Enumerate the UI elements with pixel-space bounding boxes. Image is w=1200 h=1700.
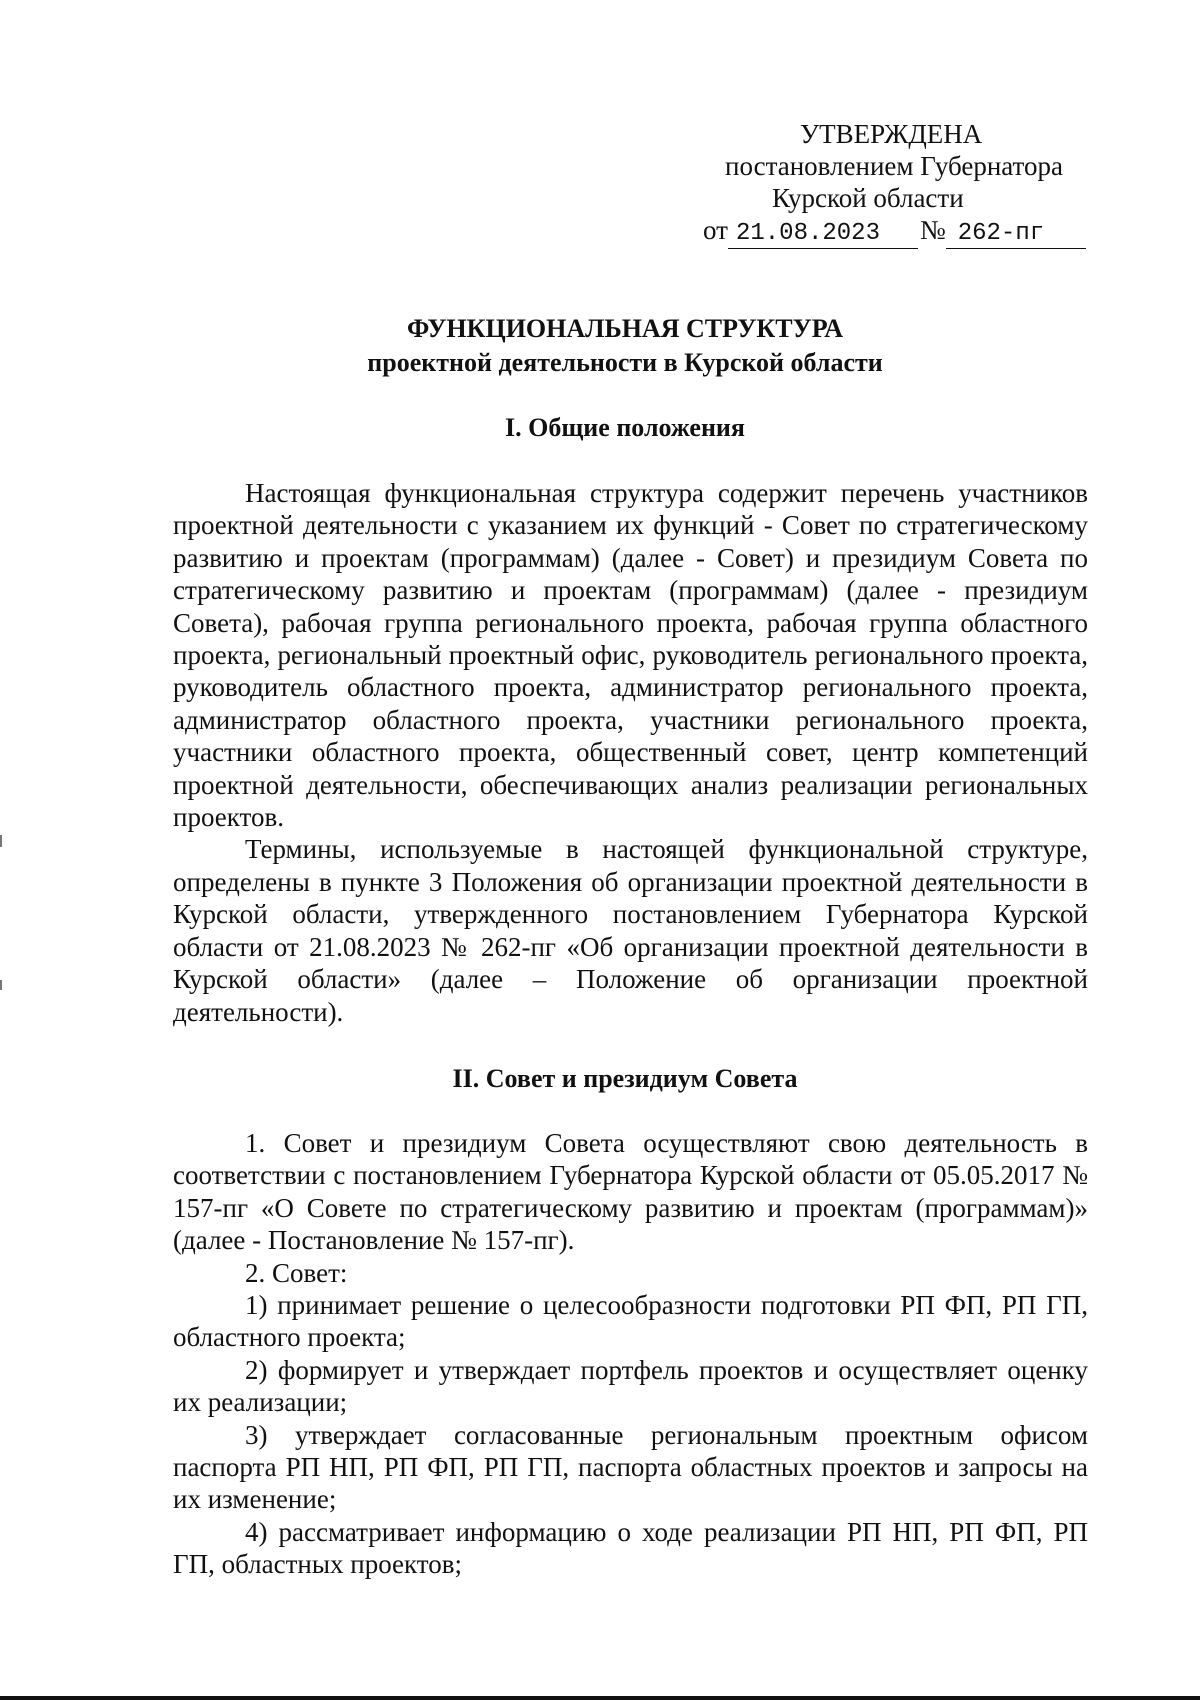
- document-title-line1: ФУНКЦИОНАЛЬНАЯ СТРУКТУРА: [406, 314, 844, 343]
- scan-mark: [0, 835, 2, 847]
- approval-date-number: [700, 214, 1090, 249]
- paragraph: 4) рассматривает информацию о ходе реализации РП НП, РП ФП, РП ГП, областных проектов;: [173, 1516, 1088, 1580]
- approval-number: 262-пг: [946, 220, 1086, 249]
- document-title-line2: проектной деятельности в Курской области: [367, 348, 883, 377]
- paragraph: 1. Совет и президиум Совета осуществляют свою деятельность в соответствии с постановлением Губернатора Курской области от 05.05.2017 № 157-пг «О Совете по стратегическому развитию и проектам (программам)» (далее - Постановление № 157-пг).: [173, 1128, 1088, 1256]
- paragraph: Термины, используемые в настоящей функциональной структуре, определены в пункте 3 Положения об организации проектной деятельности в Курской области, утвержденного постановлением Губернатора Курской области от 21.08.2023 № 262-пг «Об организации проектной деятельности в Курской области» (далее – Положение об организации проектной деятельности).: [173, 834, 1088, 1027]
- approval-heading: УТВЕРЖДЕНА: [800, 119, 983, 149]
- section-1-heading: I. Общие положения: [505, 413, 745, 442]
- paragraph: 3) утверждает согласованные региональным проектным офисом паспорта РП НП, РП ФП, РП ГП, паспорта областных проектов и запросы на их изменение;: [173, 1419, 1088, 1515]
- paragraph: 2. Совет:: [245, 1257, 348, 1288]
- number-prefix: №: [919, 215, 946, 245]
- approval-authority: постановлением Губернатора: [725, 151, 1063, 181]
- scan-mark: [0, 980, 2, 990]
- section-2-heading: II. Совет и президиум Совета: [452, 1064, 798, 1093]
- approval-date: 21.08.2023: [728, 220, 918, 249]
- paragraph: Настоящая функциональная структура содержит перечень участников проектной деятельности с указанием их функций - Совет по стратегическому развитию и проектам (программам) (далее - Совет) и президиум Совета по стратегическому развитию и проектам (программам) (далее - президиум Совета), рабочая группа регионального проекта, рабочая группа областного проекта, региональный проектный офис, руководитель регионального проекта, руководитель областного проекта, администратор регионального проекта, администратор областного проекта, участники регионального проекта, участники областного проекта, общественный совет, центр компетенций проектной деятельности, обеспечивающих анализ реализации региональных проектов.: [173, 478, 1088, 833]
- approval-stamp-block: [700, 118, 1090, 249]
- section-1-body: [173, 477, 1088, 1028]
- section-2-body: [173, 1127, 1088, 1581]
- page-bottom-edge: [0, 1696, 1200, 1700]
- document-title: [170, 312, 1080, 380]
- paragraph: 1) принимает решение о целесообразности подготовки РП ФП, РП ГП, областного проекта;: [173, 1290, 1088, 1353]
- date-prefix: от: [703, 215, 728, 245]
- approval-region: Курской области: [772, 183, 964, 213]
- paragraph: 2) формирует и утверждает портфель проектов и осуществляет оценку их реализации;: [173, 1354, 1088, 1418]
